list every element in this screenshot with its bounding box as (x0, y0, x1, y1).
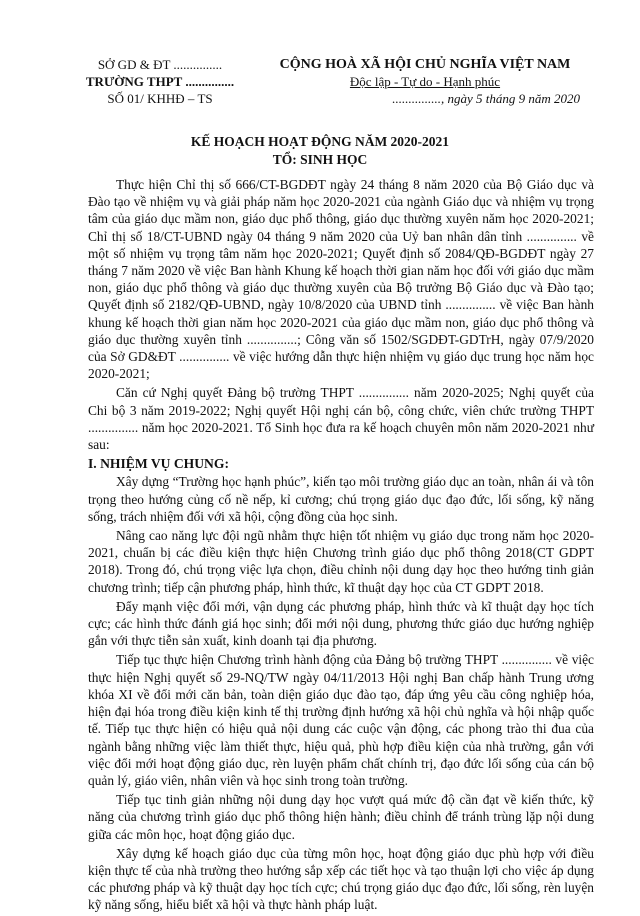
section-paragraph: Tiếp tục thực hiện Chương trình hành động của Đảng bộ trường THPT ............... về việc thực hiện Nghị quyết số 29-NQ/TW ngày 04/11/2013 Hội nghị Ban chấp hành Trung ương khóa XI về đổi mới căn bản, toàn diện giáo dục đào tạo, đáp ứng yêu cầu công nghiệp hóa, hiện đại hóa trong điều kiện kinh tế thị trường định hướng xã hội chủ nghĩa và hội nhập quốc tế. Tiếp tục thực hiện có hiệu quả nội dung các cuộc vận động, các phong trào thi đua của ngành bằng những việc làm thiết thực, hiệu quả, phù hợp điều kiện của nhà trường, gắn với việc đổi mới hoạt động giáo dục, rèn luyện phẩm chất chính trị, đạo đức lối sống của cán bộ quản lý, giáo viên, nhân viên và học sinh trong toàn trường. (88, 652, 594, 788)
section-heading: I. NHIỆM VỤ CHUNG: (88, 456, 229, 472)
document-number: SỐ 01/ KHHĐ – TS (107, 91, 213, 106)
section-paragraph: Đẩy mạnh việc đổi mới, vận dụng các phương pháp, hình thức và kĩ thuật dạy học tích cực; các hình thức đánh giá học sinh; đổi mới nội dung, phương thức giáo dục hướng nghiệp gắn với thực tiễn sản xuất, kinh doanh tại địa phương. (88, 598, 594, 649)
national-motto: Độc lập - Tự do - Hạnh phúc (349, 74, 501, 89)
section-paragraph: Xây dựng “Trường học hạnh phúc”, kiến tạo môi trường giáo dục an toàn, nhân ái và tôn trọng theo hướng củng cố nề nếp, kỉ cương; chú trọng giáo dục đạo đức, lối sống, kỹ năng sống, trách nhiệm đối với xã hội, cộng đồng của học sinh. (88, 474, 594, 524)
title-line-2: TỔ: SINH HỌC (272, 152, 368, 167)
document-body (88, 176, 594, 916)
intro-paragraph: Căn cứ Nghị quyết Đảng bộ trường THPT ............... năm 2020-2025; Nghị quyết của Chi bộ 3 năm 2019-2022; Nghị quyết Hội nghị cán bộ, công chức, viên chức trường THPT ............... năm học 2020-2021. Tổ Sinh học đưa ra kế hoạch chuyên môn năm 2020-2021 như sau: (88, 385, 594, 453)
national-header (235, 56, 615, 107)
section-paragraph: Nâng cao năng lực đội ngũ nhằm thực hiện tốt nhiệm vụ giáo dục trong năm học 2020-2021, chuẩn bị các điều kiện thực hiện Chương trình giáo dục phổ thông 2018(CT GDPT 2018). Trong đó, chú trọng việc lựa chọn, điều chỉnh nội dung dạy học theo hướng tinh giản chương trình; tiếp cận phương pháp, hình thức, kĩ thuật dạy học của CT GDPT 2018. (88, 528, 594, 595)
section-paragraph: Xây dựng kế hoạch giáo dục của từng môn học, hoạt động giáo dục phù hợp với điều kiện thực tế của nhà trường theo hướng sắp xếp các tiết học và tạo thuận lợi cho việc áp dụng các phương pháp và kỹ thuật dạy học tích cực; chú trọng giáo dục đạo đức, lối sống, rèn luyện kỹ năng sống, hiểu biết xã hội và thực hành pháp luật. (88, 845, 594, 913)
country-name: CỘNG HOÀ XÃ HỘI CHỦ NGHĨA VIỆT NAM (279, 57, 571, 72)
school-name: TRƯỜNG THPT ............... (85, 74, 235, 89)
title-line-1: KẾ HOẠCH HOẠT ĐỘNG NĂM 2020-2021 (190, 134, 450, 149)
document-title (0, 133, 640, 169)
section-paragraph: Tiếp tục tinh giản những nội dung dạy học vượt quá mức độ cần đạt về kiến thức, kỹ năng của chương trình giáo dục phổ thông hiện hành; điều chỉnh để tránh trùng lặp nội dung giữa các môn học, hoạt động giáo dục. (88, 792, 594, 842)
issuer-block (60, 56, 260, 107)
document-date: ..............., ngày 5 tháng 9 năm 2020 (392, 91, 580, 106)
intro-paragraph: Thực hiện Chỉ thị số 666/CT-BGDĐT ngày 24 tháng 8 năm 2020 của Bộ Giáo dục và Đào tạo về nhiệm vụ và giải pháp năm học 2020-2021 của ngành Giáo dục và nhiệm vụ trọng tâm của giáo dục mầm non, giáo dục phổ thông, giáo dục thường xuyên năm học 2020-2021; Chỉ thị số 18/CT-UBND ngày 04 tháng 9 năm 2020 của Uỷ ban nhân dân tỉnh ............... về một số nhiệm vụ trọng tâm năm học 2020-2021; Quyết định số 2084/QĐ-BGDĐT ngày 27 tháng 7 năm 2020 về việc Ban hành Khung kế hoạch thời gian năm học đối với giáo dục mầm non, giáo dục phổ thông và giáo dục thường xuyên của Bộ trưởng Bộ Giáo dục và Đào tạo; Quyết định số 2182/QĐ-UBND, ngày 10/8/2020 của UBND tỉnh ............... về việc Ban hành khung kế hoạch thời gian năm học 2020-2021 của giáo dục mầm non, giáo dục phổ thông và giáo dục thường xuyên tỉnh ...............; Công văn số 1502/SGDĐT-GDTrH, ngày 07/9/2020 của Sở GD&ĐT ............... về việc hướng dẫn thực hiện nhiệm vụ giáo dục trung học năm học 2020-2021; (88, 177, 594, 382)
department-name: SỞ GD & ĐT ............... (97, 57, 223, 72)
